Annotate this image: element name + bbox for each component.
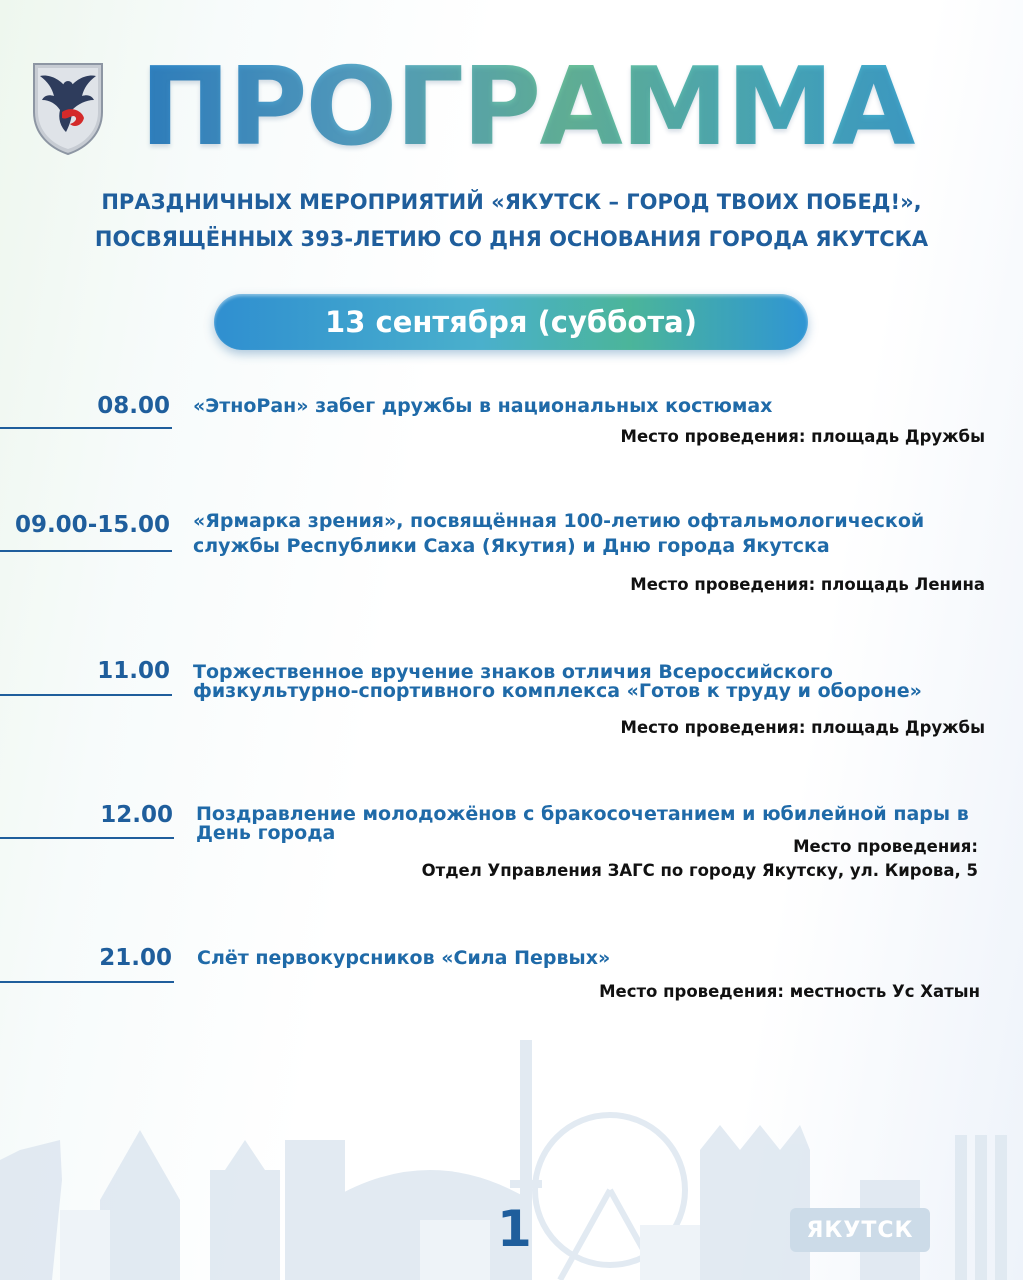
- event-place: Место проведения: площадь Дружбы: [620, 718, 985, 737]
- event-time: 21.00: [99, 945, 172, 971]
- event-title-line-1: Поздравление молодожёнов с бракосочетанием и юбилейной пары в: [196, 803, 969, 825]
- city-sign: [790, 1208, 930, 1252]
- event-time: 11.00: [97, 658, 170, 684]
- event-time: 08.00: [97, 393, 170, 419]
- time-underline: [0, 694, 172, 696]
- subtitle-line-2: ПОСВЯЩЁННЫХ 393-ЛЕТИЮ СО ДНЯ ОСНОВАНИЯ ГОРОДА ЯКУТСКА: [94, 227, 929, 251]
- event-title: Слёт первокурсников «Сила Первых»: [197, 947, 611, 969]
- event-time: 12.00: [100, 802, 173, 828]
- event-title-line-2: физкультурно-спортивного комплекса «Готов к труду и обороне»: [193, 680, 922, 702]
- date-banner: [214, 294, 808, 350]
- subtitle-line-1: ПРАЗДНИЧНЫХ МЕРОПРИЯТИЙ «ЯКУТСК – ГОРОД ТВОИХ ПОБЕД!»,: [101, 190, 922, 214]
- event-place-label: Место проведения:: [793, 837, 978, 856]
- city-emblem-icon: [30, 60, 106, 156]
- event-title: «ЭтноРан» забег дружбы в национальных костюмах: [193, 395, 773, 417]
- date-label: 13 сентября (суббота): [325, 305, 697, 339]
- event-place: Место проведения: площадь Ленина: [630, 575, 985, 594]
- page-number: 1: [497, 1200, 532, 1258]
- event-place: Место проведения: местность Ус Хатын: [599, 982, 980, 1001]
- event-title-line-2: службы Республики Саха (Якутия) и Дню города Якутска: [193, 535, 830, 557]
- event-title-line-1: «Ярмарка зрения», посвящённая 100-летию офтальмологической: [193, 510, 925, 532]
- event-time: 09.00-15.00: [14, 512, 170, 538]
- time-underline: [0, 981, 174, 983]
- time-underline: [0, 427, 172, 429]
- time-underline: [0, 550, 172, 552]
- city-sign-label: ЯКУТСК: [806, 1217, 914, 1243]
- event-title-line-1: Торжественное вручение знаков отличия Всероссийского: [193, 661, 833, 683]
- event-place: Место проведения: площадь Дружбы: [620, 427, 985, 446]
- program-title: ПРОГРАММА: [140, 48, 1000, 168]
- event-place: Отдел Управления ЗАГС по городу Якутску, ул. Кирова, 5: [421, 861, 978, 880]
- event-title-line-2: День города: [196, 822, 336, 844]
- time-underline: [0, 837, 174, 839]
